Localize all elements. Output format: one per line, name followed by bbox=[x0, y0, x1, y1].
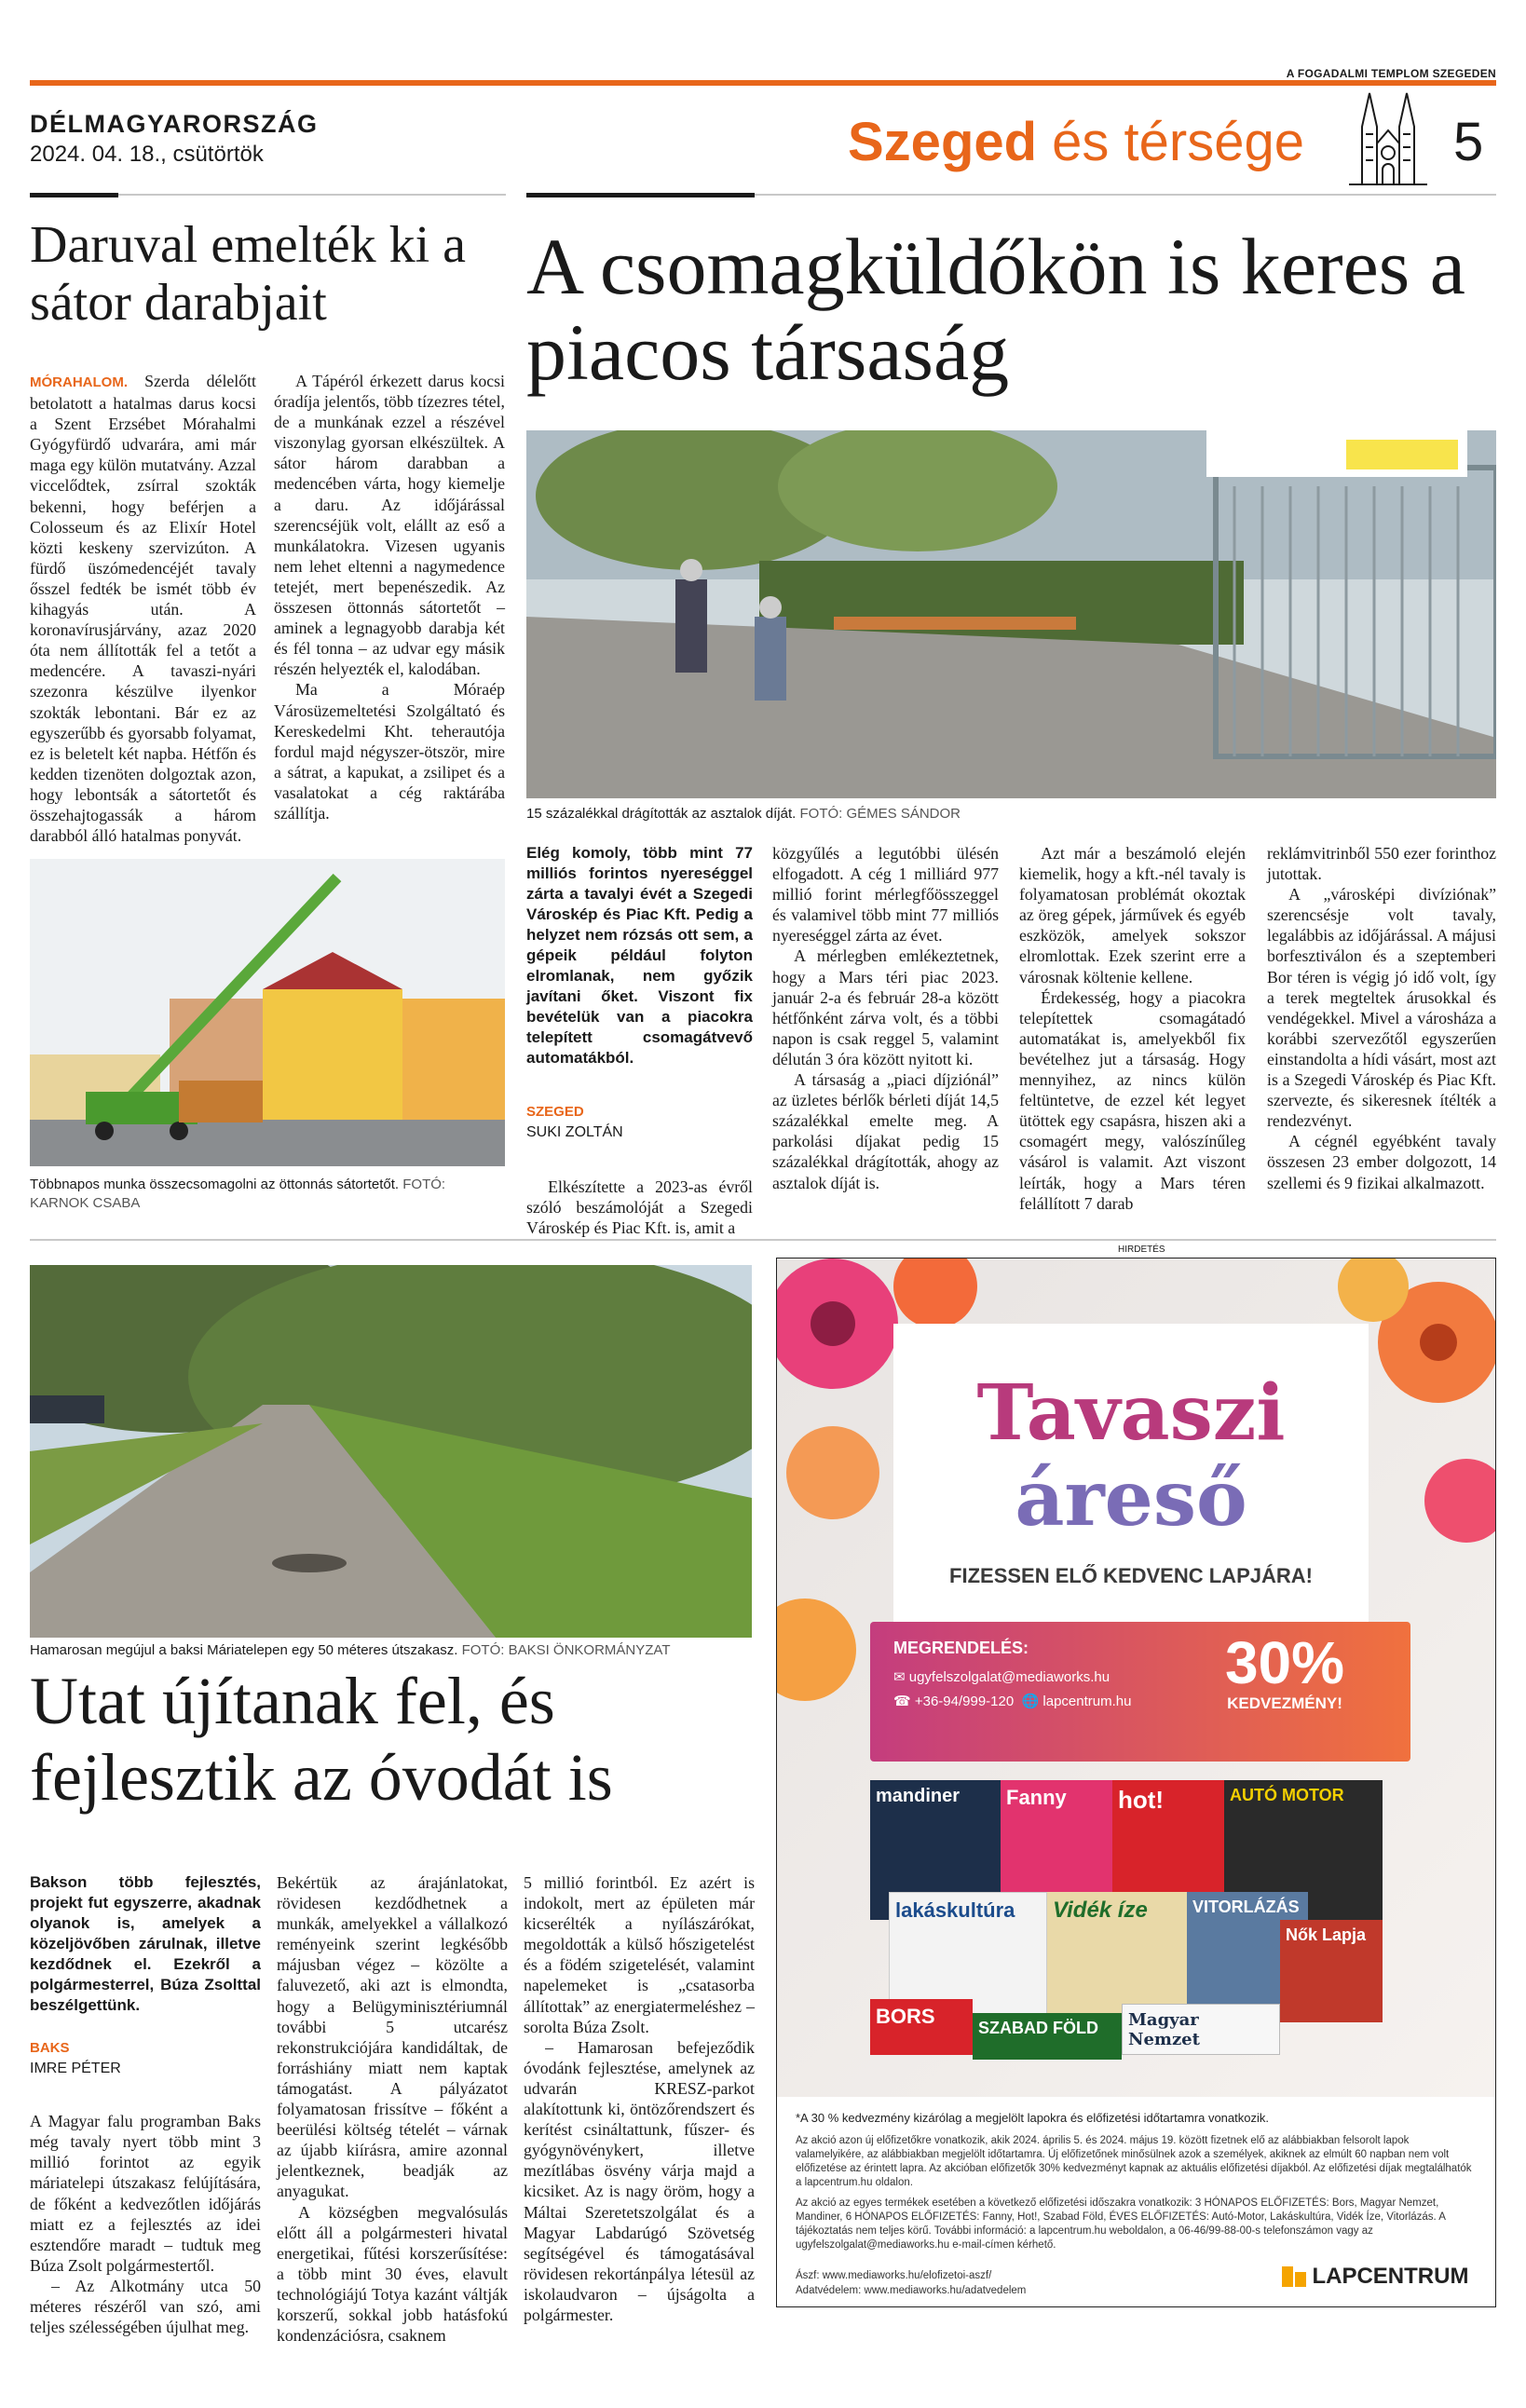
section-title bbox=[848, 110, 1304, 175]
ad-privacy-link[interactable]: Adatvédelem: www.mediaworks.hu/adatvedelem bbox=[796, 2285, 1027, 2296]
magazine-cover: mandiner bbox=[870, 1780, 1001, 1920]
article1-dateline: MÓRAHALOM. bbox=[30, 374, 128, 390]
article3-col1 bbox=[30, 1872, 261, 2337]
byline-location: BAKS bbox=[30, 2040, 70, 2056]
article3-lead: Bakson több fejlesztés, projekt fut egyszerre, akadnak olyanok is, amelyek a közeljövőben zárulnak, illetve kezdődnek el. Ezekről a polgármesterrel, Búza Zsolttal beszélgettünk. bbox=[30, 1873, 261, 2014]
paragraph: Ma a Móraép Városüzemeltetési Szolgáltató és Kereskedelmi Kht. teherautója fordul majd négyszer-ötször, mire a sátrat, a kapukat, a zsilipet és a vasalatokat a cég raktárába szállítja. bbox=[274, 680, 505, 823]
issue-date: 2024. 04. 18., csütörtök bbox=[30, 142, 264, 167]
advertisement[interactable] bbox=[776, 1258, 1496, 2307]
ad-subtitle: FIZESSEN ELŐ KEDVENC LAPJÁRA! bbox=[949, 1564, 1313, 1587]
article1-col1-text: Szerda délelőtt betolatott a hatalmas darus kocsi a Szent Erzsébet Mórahalmi Gyógyfürdő udvarára, ami már maga egy külön mutatvány. Azzal viccelődtek, zsírral szokták bekenni, hogy beférjen a Colosseum és az Elixír Hotel közti keskeny szervizúton. A fürdő üszómedencéjét tavaly ősszel fedték be ismét több év kihagyás után. A koronavírusjárvány, azaz 2020 óta nem állították fel a tetőt a medencére. A tavaszi-nyári szezonra készülve ilyenkor szokták lebontani. Bár ez az egyszerűbb és gyorsabb folyamat, ez is beletelt két napba. Hétfőn és kedden tizenöten dolgoztak azon, hogy lebontsák a sátortetőt és összehajtogassák a három darabból álló hatalmas ponyvát. bbox=[30, 372, 256, 846]
ad-magazine-stack bbox=[870, 1780, 1392, 2060]
ad-terms-link[interactable]: Ászf: www.mediaworks.hu/elofizetoi-aszf/ bbox=[796, 2270, 992, 2281]
article2-byline bbox=[526, 1102, 753, 1143]
article3-headline: Utat újítanak fel, és fejlesztik az óvodát is bbox=[30, 1664, 613, 1815]
ad-phone-text: +36-94/999-120 bbox=[914, 1694, 1015, 1709]
paragraph: A községben megvalósulás előtt áll a polgármesteri hivatal energetikai, fűtési korszerűsítése: a több mint 30 éves, elavult technológiájú Totya kazánt váltják korszerű, sokkal jobb hatásfokú kondenzációsra, csaknem bbox=[277, 2202, 508, 2346]
paragraph: 5 millió forintból. Ez azért is indokolt, mert az épületen már kicserélték a nyílászárókat, megoldották a külső hőszigetelést és a födém szigetelését, valamint napelemeket is „csatasorba állítottak” az energiatermeléshez – sorolta Búza Zsolt. bbox=[524, 1873, 755, 2036]
rule bbox=[30, 1239, 1496, 1241]
magazine-cover: AUTÓ MOTOR bbox=[1224, 1780, 1383, 1920]
rule bbox=[30, 193, 118, 197]
paragraph: A társaság a „piaci díjziónál” az üzletes bérlők bérleti díját 14,5 százalékkal emelte meg. A parkolási díjakat pedig 15 százalékkal drágították, ahogy az asztalok díját is. bbox=[772, 1070, 999, 1192]
ad-discount bbox=[1210, 1631, 1359, 1713]
crane-photo bbox=[30, 859, 505, 1166]
paragraph: Azt már a beszámoló elején kiemelik, hogy a kft.-nél tavaly is folyamatosan problémát okoztak az öreg gépek, járművek és egyéb eszközök, amelyek sokszor elromlottak. Ezek szerint erre a városnak költenie kellene. bbox=[1019, 844, 1246, 986]
paragraph: A cégnél egyébként tavaly összesen 23 ember dolgozott, 14 szellemi és 9 fizikai alkalmazott. bbox=[1267, 1132, 1496, 1192]
article1-caption bbox=[30, 1176, 505, 1213]
paragraph: A „városképi divíziónak” szerencsésje volt tavaly, legalábbis az időjárással. A májusi borfesztiválon és a szeptemberi Bor téren is végig jó idő volt, így a terek megteltek árusokkal és vendégekkel. Mivel a városháza a korábbi szervezőtől egyszerűen einstandolta a hídi vásárt, most azt is a Szegedi Városkép és Piac Kft. szervezte, és sikeresnek ítélték a rendezvényt. bbox=[1267, 885, 1496, 1131]
paper-name: DÉLMAGYARORSZÁG bbox=[30, 110, 319, 138]
page-number: 5 bbox=[1453, 112, 1484, 172]
magazine-cover: Fanny bbox=[1001, 1780, 1112, 1920]
lapcentrum-logo-icon bbox=[1280, 2263, 1308, 2291]
byline-name: IMRE PÉTER bbox=[30, 2061, 121, 2077]
ad-web-text: lapcentrum.hu bbox=[1042, 1694, 1132, 1709]
article3-caption bbox=[30, 1641, 752, 1660]
paragraph: A Magyar falu programban Baks még tavaly nyert több mint 3 millió forintot az egyik máriatelepi útszakasz felújítására, de főként a kedvezőtlen időjárás miatt ez a fejlesztés az idei esztendőre maradt – tudtuk meg Búza Zsolt polgármestertől. bbox=[30, 2112, 261, 2275]
magazine-cover: BORS bbox=[870, 1999, 973, 2055]
ad-order-label: MEGRENDELÉS: bbox=[893, 1639, 1029, 1657]
market-photo bbox=[526, 430, 1496, 798]
ad-discount-value: 30% bbox=[1224, 1629, 1345, 1696]
ad-fine-print-2: Az akció az egyes termékek esetében a következő előfizetési időszakra vonatkozik: 3 HÓNAPOS ELŐFIZETÉS: Bors, Magyar Nemzet, Mandiner, 6 HÓNAPOS ELŐFIZETÉS: Fanny, Hot!, Szabad Föld, ÉVES ELŐFIZETÉS: Autó-Motor, Lakáskultúra, Vidék Íze, Vitorlázás. A tájékoztatás nem teljes körű. További információ: a lapcentrum.hu weboldalon, a 06-46/99-88-00-s telefonszámon vagy az ugyfelszolgalat@mediaworks.hu e-mail-címen kérhető. bbox=[796, 2197, 1446, 2251]
rule bbox=[118, 194, 506, 196]
article2-col4 bbox=[1267, 843, 1496, 1193]
paragraph: A mérlegben emlékeztetnek, hogy a Mars téri piac 2023. január 2-a és február 28-a között hétfőnként zárva volt, és a többi napon is csak reggel 5, valamint délután 3 óra között nyitott ki. bbox=[772, 946, 999, 1068]
magazine-cover: Nők Lapja bbox=[1280, 1920, 1383, 2022]
article2-col3 bbox=[1019, 843, 1246, 1214]
ad-phone[interactable]: ☎ +36-94/999-120 🌐 lapcentrum.hu bbox=[893, 1694, 1132, 1709]
paragraph: reklámvitrinből 550 ezer forinthoz jutottak. bbox=[1267, 844, 1496, 884]
magazine-cover: VITORLÁZÁS bbox=[1187, 1892, 1308, 2022]
ad-email[interactable]: ✉ ugyfelszolgalat@mediaworks.hu bbox=[893, 1669, 1110, 1685]
article2-col1 bbox=[526, 843, 753, 1238]
caption-text: Hamarosan megújul a baksi Máriatelepen egy 50 méteres útszakasz. bbox=[30, 1642, 458, 1658]
article2-headline: A csomagküldőkön is keres a piacos társaság bbox=[526, 222, 1465, 397]
section-title-rest: és térsége bbox=[1037, 112, 1305, 172]
rule bbox=[755, 194, 1496, 196]
article2-lead: Elég komoly, több mint 77 milliós forintos nyereséggel zárta a tavalyi évét a Szegedi Városkép és Piac Kft. Pedig a helyzet nem rózsás ott sem, a gépeik például folyton elromlanak, nem győzik javítani őket. Viszont fix bevételük van a piacokra telepített csomagátvevő automatákból. bbox=[526, 844, 753, 1067]
ad-label: HIRDETÉS bbox=[1118, 1245, 1165, 1255]
article1-headline: Daruval emelték ki a sátor darabjait bbox=[30, 216, 467, 332]
ad-title-line1: Tavaszi bbox=[976, 1368, 1286, 1458]
article2-caption bbox=[526, 805, 1496, 823]
paragraph: Érdekesség, hogy a piacokra telepítettek csomagátadó automatákat is, amelyekből fix bevételhez jut a társaság. Hogy mennyihez, az nincs külön feltüntetve, de ezzel két legyet ütöttek egy csapásra, hiszen aki a csomagért megy, valószínűleg vásárol is valamit. Azt viszont leírták, hogy a Mars téren felállított 7 darab bbox=[1019, 987, 1246, 1213]
magazine-cover: SZABAD FÖLD bbox=[973, 2013, 1122, 2060]
ad-discount-label: KEDVEZMÉNY! bbox=[1227, 1694, 1342, 1712]
article3-byline bbox=[30, 2038, 261, 2079]
caption-text: Többnapos munka összecsomagolni az öttonnás sátortetőt. bbox=[30, 1177, 400, 1192]
byline-name: SUKI ZOLTÁN bbox=[526, 1124, 623, 1141]
ad-brand-logo bbox=[1280, 2263, 1468, 2291]
magazine-cover: Vidék íze bbox=[1047, 1892, 1187, 2022]
caption-credit: FOTÓ: GÉMES SÁNDOR bbox=[796, 806, 961, 822]
cathedral-icon bbox=[1342, 86, 1435, 188]
article3-col3 bbox=[524, 1872, 755, 2325]
section-title-bold: Szeged bbox=[848, 112, 1038, 172]
ad-brand: LAPCENTRUM bbox=[1312, 2264, 1469, 2289]
header-accent-bar bbox=[30, 80, 1496, 86]
road-photo bbox=[30, 1265, 752, 1638]
paragraph: Bekértük az árajánlatokat, rövidesen kezdődhetnek a munkák, amelyekkel a vállalkozó reményeink szerint legkésőbb májusban végez – közölte a faluvezető, aki azt is elmondta, hogy a Belügyminisztériumnál további 5 utcarész rekonstrukciójára kandidáltak, de forráshiány miatt nem kaptak támogatást. A pályázatot folyamatosan frissítve – főként a beerülési költség tételét – várnak az újabb kiírásra, amire azonnal jelentkeznek, beadják az anyagukat. bbox=[277, 1873, 508, 2201]
caption-text: 15 százalékkal drágították az asztalok díját. bbox=[526, 806, 797, 822]
byline-location: SZEGED bbox=[526, 1104, 584, 1120]
paragraph: A Tápéról érkezett darus kocsi óradíja jelentős, több tízezres tétel, de a munkának ezzel a részével viszonylag gyorsan elkészültek. A sátor három darabban a medencében várta, hogy kiemelje a daru. Az időjárással szerencséjük volt, elállt az eső a munkálatokra. Vizesen ugyanis nem lehet eltenni a nagymedence tetejét, mert bepenészedik. Az összesen öttonnás sátortetőt – aminek a legnagyobb darabja két és fél tonna – az udvar egy másik részén helyezték el, kalodában. bbox=[274, 372, 505, 679]
article1-col1 bbox=[30, 371, 256, 846]
article2-col2 bbox=[772, 843, 999, 1193]
paragraph: Elkészítette a 2023-as évről szóló beszámolóját a Szegedi Városkép és Piac Kft. is, amit a bbox=[526, 1177, 753, 1238]
magazine-cover: hot! bbox=[1112, 1780, 1224, 1920]
paragraph: közgyűlés a legutóbbi ülésén elfogadott. A cég 1 milliárd 977 millió forint mérlegfőösszeggel és valamivel több mint 77 milliós nyereséggel zárta az évet. bbox=[772, 844, 999, 946]
rule bbox=[526, 193, 755, 197]
header-kicker: A FOGADALMI TEMPLOM SZEGEDEN bbox=[1286, 67, 1496, 80]
ad-disclaimer: *A 30 % kedvezmény kizárólag a megjelölt lapokra és előfizetési időtartamra vonatkozik. bbox=[796, 2111, 1269, 2125]
paragraph: – Hamarosan befejeződik óvodánk fejlesztése, amelynek az udvarán KRESZ-parkot alakítottunk ki, öntözőrendszert és kerítést csináltattunk, fűszer- és gyógynövénykert, illetve mezítlábas ösvény várja majd a kicsiket. Az is nagy öröm, hogy a Máltai Szeretetszolgálat és a Magyar Labdarúgó Szövetség segítségével és támogatásával rövidesen rekortánpálya létesül az iskolaudvaron – újságolta a polgármester. bbox=[524, 2037, 755, 2324]
article3-col2 bbox=[277, 1872, 508, 2346]
caption-credit: FOTÓ: BAKSI ÖNKORMÁNYZAT bbox=[457, 1642, 671, 1658]
ad-title bbox=[893, 1370, 1369, 1542]
article1-col2 bbox=[274, 371, 505, 823]
ad-email-text: ugyfelszolgalat@mediaworks.hu bbox=[908, 1669, 1110, 1685]
paragraph: – Az Alkotmány utca 50 méteres részéről van szó, ami teljes szélességében újulhat meg. bbox=[30, 2276, 261, 2337]
caption-credit: FOTÓ: KARNOK CSABA bbox=[30, 1177, 446, 1211]
magazine-cover: lakáskultúra bbox=[889, 1892, 1047, 2022]
ad-fine-print-1: Az akció azon új előfizetőkre vonatkozik, akik 2024. április 5. és 2024. május 19. között fizetnek elő az alábbiakban felsorolt lapok valamelyikére, az alábbiakban megjelölt időtartamra. Új előfizetőnek minősülnek azok a személyek, akiknek az elmúlt 60 napban nem volt előfizetése az érintett lapra. Az akcióban előfizetők 30% kedvezményt kapnak az aktuális előfizetési díjakból. Az előfizetési díjak megtalálhatók a lapcentrum.hu oldalon. bbox=[796, 2135, 1472, 2188]
ad-title-line2: áreső bbox=[1015, 1454, 1247, 1544]
magazine-cover: Magyar Nemzet bbox=[1122, 2004, 1280, 2055]
